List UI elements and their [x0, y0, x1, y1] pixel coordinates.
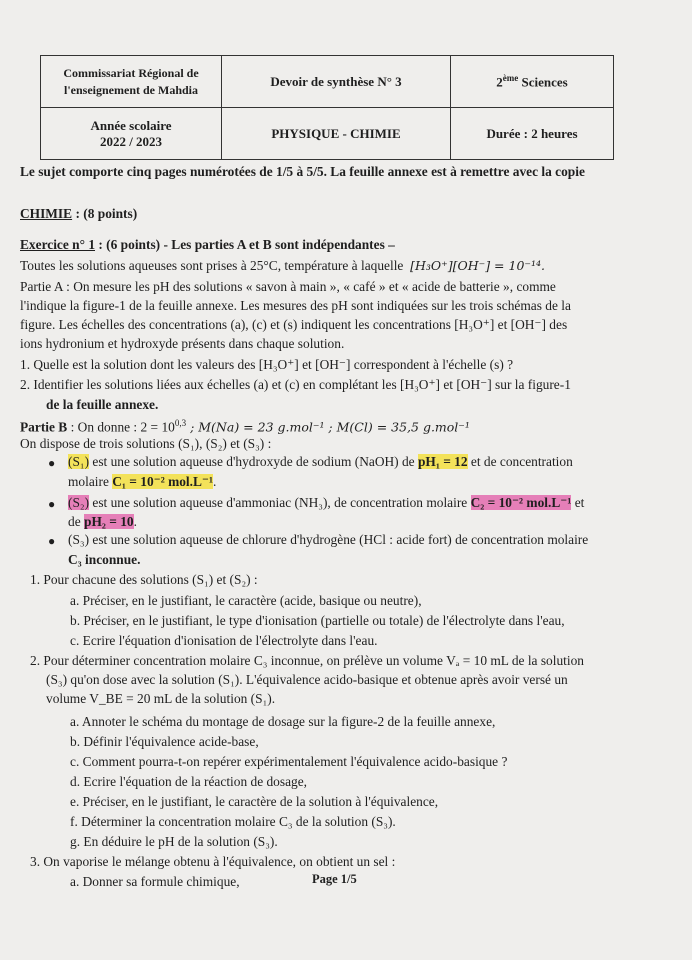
partA-line-3: figure. Les échelles des concentrations (a), (c) et (s) indiquent les concentrations [H₃O⁺] et [OH⁻] des: [20, 317, 568, 332]
bullet-icon: ●: [48, 534, 56, 548]
partA-line-1: Partie A : On mesure les pH des solutions « savon à main », « café » et « acide de batterie », comme: [20, 279, 556, 294]
partA-question-2: 2. Identifier les solutions liées aux échelles (a) et (c) en complétant les [H₃O⁺] et [OH⁻] sur la figure-1: [20, 377, 571, 392]
partA-question-1: 1. Quelle est la solution dont les valeurs des [H₃O⁺] et [OH⁻] correspondent à l'échelle (s) ?: [20, 357, 514, 372]
question-2-cont2: volume V_BE = 20 mL de la solution (S₁).: [46, 691, 276, 706]
commissariat-cell: Commissariat Régional de l'enseignement de Mahdia: [41, 56, 222, 108]
header-table: [40, 55, 614, 160]
question-1: 1. Pour chacune des solutions (S₁) et (S₂) :: [30, 572, 258, 587]
question-1b: b. Préciser, en le justifiant, le type d'ionisation (partielle ou totale) de l'électrolyte dans l'eau,: [70, 613, 565, 628]
question-1c: c. Ecrire l'équation d'ionisation de l'électrolyte dans l'eau.: [70, 633, 378, 648]
question-2e: e. Préciser, en le justifiant, le caractère de la solution à l'équivalence,: [70, 794, 439, 809]
dispose-text: On dispose de trois solutions (S₁), (S₂) et (S₃) :: [20, 436, 272, 451]
question-2f: f. Déterminer la concentration molaire C₃ de la solution (S₃).: [70, 814, 396, 829]
duree-cell: Durée : 2 heures: [451, 108, 614, 160]
annee-cell: Année scolaire 2022 / 2023: [41, 108, 222, 160]
solution-s3-cont: C₃ inconnue.: [68, 552, 141, 567]
devoir-cell: Devoir de synthèse N° 3: [222, 56, 451, 108]
bullet-icon: ●: [48, 456, 56, 470]
exercise-heading: Exercice n° 1 : (6 points) - Les parties A et B sont indépendantes –: [20, 237, 395, 252]
matiere-cell: PHYSIQUE - CHIMIE: [222, 108, 451, 160]
solution-s2-cont: de pH₂ = 10.: [68, 514, 137, 529]
solution-s1: (S₁) est une solution aqueuse d'hydroxyde de sodium (NaOH) de pH₁ = 12 et de concentration: [68, 454, 573, 469]
question-3: 3. On vaporise le mélange obtenu à l'équivalence, on obtient un sel :: [30, 854, 396, 869]
solution-s3: (S₃) est une solution aqueuse de chlorure d'hydrogène (HCl : acide fort) de concentration molaire: [68, 532, 589, 547]
question-2-cont: (S₃) qu'on dose avec la solution (S₁). L'équivalence acido-basique et obtenue après avoir versé un: [46, 672, 568, 687]
partA-line-4: ions hydronium et hydroxyde présents dans chaque solution.: [20, 336, 345, 351]
question-2g: g. En déduire le pH de la solution (S₃).: [70, 834, 278, 849]
page-number: Page 1/5: [312, 872, 357, 886]
partA-question-2-cont: de la feuille annexe.: [46, 397, 159, 412]
question-2: 2. Pour déterminer concentration molaire C₃ inconnue, on prélève un volume Vₐ = 10 mL de la solution: [30, 653, 584, 668]
question-3a: a. Donner sa formule chimique,: [70, 874, 240, 889]
chimie-heading: CHIMIE : (8 points): [20, 206, 138, 221]
solution-s1-cont: molaire C₁ = 10⁻² mol.L⁻¹.: [68, 474, 217, 489]
question-2c: c. Comment pourra-t-on repérer expérimentalement l'équivalence acido-basique ?: [70, 754, 508, 769]
question-2a: a. Annoter le schéma du montage de dosage sur la figure-2 de la feuille annexe,: [70, 714, 496, 729]
classe-cell: 2ème Sciences: [451, 56, 614, 108]
partA-line-2: l'indique la figure-1 de la feuille annexe. Les mesures des pH sont indiquées sur les trois schémas de la: [20, 298, 571, 313]
solution-s2: (S₂) est une solution aqueuse d'ammoniac (NH₃), de concentration molaire C₂ = 10⁻² mol.L⁻¹ et: [68, 495, 585, 510]
solutions-statement: Toutes les solutions aqueuses sont prises à 25°C, température à laquelle [H₃O⁺][OH⁻] = 10⁻¹⁴.: [20, 258, 545, 273]
bullet-icon: ●: [48, 497, 56, 511]
question-2b: b. Définir l'équivalence acide-base,: [70, 734, 259, 749]
question-2d: d. Ecrire l'équation de la réaction de dosage,: [70, 774, 308, 789]
intro-text: Le sujet comporte cinq pages numérotées de 1/5 à 5/5. La feuille annexe est à remettre avec la copie: [20, 164, 585, 179]
partB-given: Partie B : On donne : $2 = 10^{0,3}$ ; M(Na) = 23 g.mol⁻¹ ; M(Cl) = 35,5 g.mol⁻¹: [20, 418, 470, 435]
question-1a: a. Préciser, en le justifiant, le caractère (acide, basique ou neutre),: [70, 593, 422, 608]
